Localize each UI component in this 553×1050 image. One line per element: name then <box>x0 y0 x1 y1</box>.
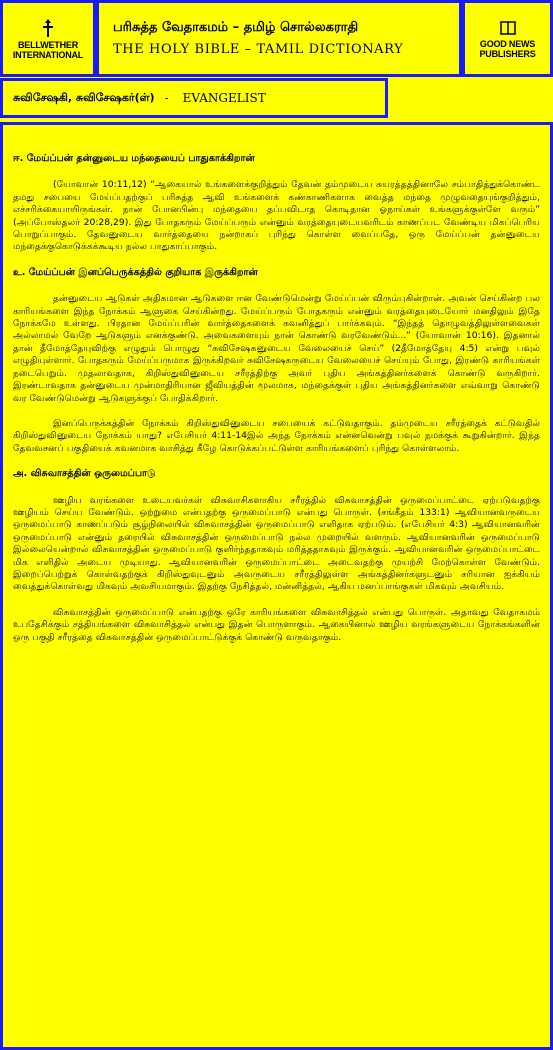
title-tamil: பரிசுத்த வேதாகமம் – தமிழ் சொல்லகராதி <box>113 20 359 35</box>
article-body <box>0 122 553 1050</box>
entry-term-tamil: சுவிசேஷகி, சுவிசேஷகர்(ள்) <box>13 90 155 104</box>
good-news-logo <box>462 0 553 77</box>
entry-term <box>0 78 388 118</box>
entry-term-english: EVANGELIST <box>182 91 266 105</box>
paragraph: விசுவாசத்தின் ஒருமைப்பாடு என்பதற்கு ஒரே காரியங்களை விசுவாசித்தல் என்பது பொருள். அதாவது வேதாகமம் உபதேசிக்கும் சத்தியங்களை விசுவாசித்தல் என்பது இதன் பொருளாகும். ஆகையினால் ஊழிய வரங்களுடைய நோக்கங்களின் ஒரு பகுதி சரீரத்தை விசுவாசத்தின் ஒருமைப்பாட்டுக்குக் கொண்டு வருவதாகும். <box>13 606 540 643</box>
paragraph: இனப்பெருக்கத்தின் நோக்கம் கிறிஸ்துவினுடைய சபையைக் கட்டுவதாகும். தம்முடைய சரீரத்தைக் கட்டுவதில் கிறிஸ்துவினுடைய நோக்கம் யாது? எபேசியர் 4:11-14இல் அந்த நோக்கம் என்னவென்று பவுல் நமக்குக் கூறுகின்றார். இந்த தேவவசனப் பகுதியைக் கவனமாக வாசித்து கீழே கொடுக்கப்பட்டுள்ள காரியங்களைப் புரிந்து கொள்ளலாம். <box>13 417 540 454</box>
bellwether-logo-text: BELLWETHER INTERNATIONAL <box>12 39 84 60</box>
book-icon <box>499 19 517 39</box>
entry-separator: - <box>164 91 169 105</box>
paragraph: ஊழிய வரங்களை உடையவர்கள் விசுவாசிகளாகிய சரீரத்தில் விசுவாசத்தின் ஒருமைப்பாட்டை ஏற்படுவதற்கு ஊழியம் செய்ய வேண்டும். ஒற்றுமை என்பதற்கு ஒருமைப்பாடு என்பது பொருள். (சங்கீதம் 133:1) ஆவியானவருடைய ஒருமைப்பாடு காணப்படும் சூழ்நிலையில் விசுவாசத்தின் ஒருமைப்பாடு எளிதாக ஏற்படும். (எபேசியர் 4:3) ஆவியானவரின் ஒருமைப்பாடு என்னும் தரையில் விசுவாசத்தின் ஒருமைப்பாடு நல்ல முறையில் வளரும். ஆவியானவரின் ஒருமைப்பாடு இல்லையென்றால் விசுவாசத்தின் ஒருமைப்பாடு குளிர்ந்ததாகவும் மரித்ததாகவும் இருக்கும். ஆவியானவரின் ஒருமைப்பாட்டை மிக எளிதில் அடைய முடியாது. ஆவியானவரின் ஒருமைப்பாட்டை அடைவதற்கு முயற்சி மேற்கொள்ள வேண்டும். இறைப்பெற்றுக் கொள்வதற்குக் கிறிஸ்துவுடனும் அவருடைய சரீரத்திலுள்ள அங்கத்தினர்களுடனும் சரியான ஐக்கியம் வைத்துக்கொள்வது மிகவும் அவசியமாகும். இதற்கு நேசித்தல், மன்னித்தல், ஆகிய மனப்பாங்குகள் மிகவும் அவசியம். <box>13 494 540 593</box>
section-heading: அ. விசுவாசத்தின் ஒருமைப்பாடு <box>13 468 156 480</box>
sheep-icon <box>40 18 56 40</box>
section-heading: ஈ. மேய்ப்பன் தன்னுடைய மந்தையைப் பாதுகாக்கிறான் <box>13 153 255 164</box>
page-header-title <box>96 0 462 77</box>
bellwether-logo <box>0 0 96 77</box>
paragraph: தன்னுடைய ஆடுகள் அதிகமான ஆடுகளை ஈன வேண்டுமென்று மேய்ப்பன் விரும்புகின்றான். அவன் செய்கின்ற பல காரியங்களை இந்த நோக்கம் ஆளுகை செய்கின்றது. மேய்ப்பரும் போதகரும் என்னும் வரத்தையுடையோர் மனதிலும் இதே நோக்கமே உள்ளது. பிரதான மேய்ப்பரின் வார்த்தைகளைக் கவனித்துப் பார்க்கவும். “இந்தத் தொழுவத்திலுள்ளவைகள் அல்லாமல் வேறே ஆடுகளும் எனக்குண்டு. அவைகளையும் நான் கொண்டு வரவேண்டும்...” (யோவான் 10:16). இதனால் தான் தீமோத்தேயுவிற்கு எழுதும் பொழுது “சுவிசேஷகனுடைய வேலையைச் செய்” (2தீமோத்தேயு 4:5) என்று பவுல் எழுதியுள்ளார். போதகரும் மேய்ப்பருமாக இருக்கிறவர் சுவிசேஷகருடைய வேலையைச் செய்யும் போது, இரண்டு காரியங்கள் நடைபெறும். முதலாவதாக, கிறிஸ்துவினுடைய சரீரத்திற்கு அவர் புதிய அங்கத்தினர்களைக் கொண்டு வருகிறார். இரண்டாவதாக தன்னுடைய முன்மாதிரியான ஜீவியத்தின் மூலமாக, மந்தைக்குள் புதிய அங்கத்தினர்களை எவ்வாறு கொண்டு வர வேண்டுமென்று ஆடுகளுக்குப் போதிக்கிறார். <box>13 293 540 404</box>
title-english: THE HOLY BIBLE – TAMIL DICTIONARY <box>113 42 404 57</box>
paragraph: (யோவான் 10:11,12) “ஆகையால் உங்களைக்குறித்தும் தேவன் தம்முடைய சுயரத்தத்தினாலே சம்பாதித்துக்கொண்ட தமது சபையை மேய்ப்பதற்குப் பரிசுத்த ஆவி உங்களைக் கண்காணிகளாக வைத்த மந்தை முழுவதையுங்குறித்தும், எச்சரிக்கையாயிருங்கள். நான் போனபின்பு மந்தையை தப்பவிடாத கொடிதான ஓநாய்கள் உங்களுக்குள்ளே வரும்” (அப்போஸ்தலர் 20:28,29). இது போதகரும் மேய்ப்பரும் என்னும் வரத்தையுடையவரிடம் காணப்பட வேண்டிய மிகப்பெரிய பொறுப்பாகும். தேவனுடைய வார்த்தையை நன்றாகப் புரிந்து கொள்ள வைப்பதே, ஒரு மேய்ப்பன் தன்னுடைய மந்தைக்குகொடுக்கக்கூடிய நல்ல பாதுகாப்பாகும். <box>13 179 540 253</box>
good-news-logo-text: GOOD NEWS PUBLISHERS <box>479 38 536 59</box>
section-heading: உ. மேய்ப்பன் இனப்பெருக்கத்தில் குறியாக இருக்கிறான் <box>13 266 258 278</box>
